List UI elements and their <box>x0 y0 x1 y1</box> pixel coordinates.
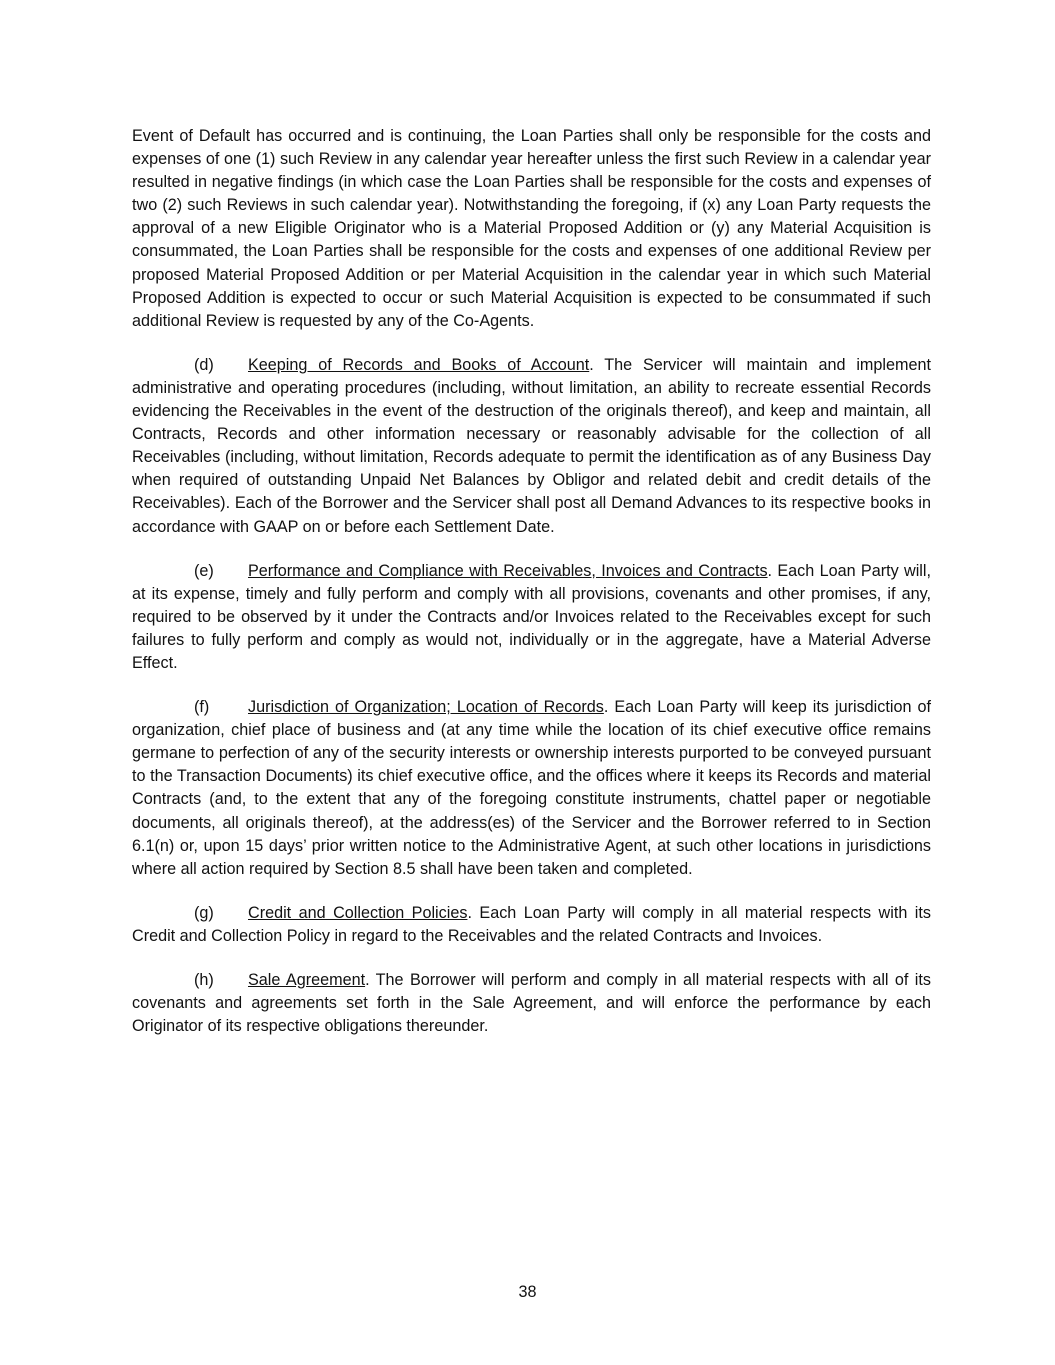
section-body: . Each Loan Party will keep its jurisdiction of organization, chief place of business and (at any time while the location of its chief executive office remains germane to perfection of any of the security interests or ownership interests purported to be conveyed pursuant to the Transaction Documents) its chief executive office, and the offices where it keeps its Records and material Contracts (and, to the extent that any of the foregoing constitute instruments, chattel paper or negotiable documents, all originals thereof), at the address(es) of the Servicer and the Borrower referred to in Section 6.1(n) or, upon 15 days’ prior written notice to the Administrative Agent, at such other locations in jurisdictions where all action required by Section 8.5 shall have been taken and completed. <box>132 698 931 878</box>
section-heading: Performance and Compliance with Receivables, Invoices and Contracts <box>248 561 768 580</box>
section-e <box>132 560 931 675</box>
section-heading: Sale Agreement <box>248 971 366 989</box>
section-body: . The Servicer will maintain and implement administrative and operating procedures (including, without limitation, an ability to recreate essential Records evidencing the Receivables in the event of the destruction of the originals thereof), and keep and maintain, all Contracts, Records and other information necessary or reasonably advisable for the collection of all Receivables (including, without limitation, Records adequate to permit the identification as of any Business Day when required of outstanding Unpaid Net Balances by Obligor and related debit and credit details of the Receivables). Each of the Borrower and the Servicer shall post all Demand Advances to its respective books in accordance with GAAP on or before each Settlement Date. <box>132 355 931 536</box>
section-body: . The Borrower will perform and comply in all material respects with all of its covenants and agreements set forth in the Sale Agreement, and will enforce the performance by each Originator of its respective obligations thereunder. <box>132 971 931 1036</box>
document-body <box>132 125 931 1059</box>
section-heading: Credit and Collection Policies <box>248 903 468 922</box>
section-marker: (h) <box>194 971 214 989</box>
section-marker: (f) <box>194 698 210 717</box>
section-d <box>132 354 931 539</box>
section-h <box>132 969 931 1038</box>
section-g <box>132 902 931 948</box>
page-number: 38 <box>518 1283 537 1301</box>
section-marker: (e) <box>194 561 214 580</box>
section-heading: Jurisdiction of Organization; Location of Records <box>248 698 604 717</box>
continuation-paragraph: Event of Default has occurred and is continuing, the Loan Parties shall only be responsible for the costs and expenses of one (1) such Review in any calendar year hereafter unless the first such Review in a calendar year resulted in negative findings (in which case the Loan Parties shall be responsible for the costs and expenses of two (2) such Reviews in such calendar year). Notwithstanding the foregoing, if (x) any Loan Party requests the approval of a new Eligible Originator who is a Material Proposed Addition or (y) any Material Acquisition is consummated, the Loan Parties shall be responsible for the costs and expenses of one additional Review per proposed Material Proposed Addition or per Material Acquisition in the calendar year in which such Material Proposed Addition is expected to occur or such Material Acquisition is expected to be consummated if such additional Review is requested by any of the Co-Agents. <box>132 127 931 330</box>
section-body: . Each Loan Party will comply in all material respects with its Credit and Collection Policy in regard to the Receivables and the related Contracts and Invoices. <box>132 903 931 945</box>
section-heading: Keeping of Records and Books of Account <box>248 355 590 374</box>
section-marker: (d) <box>194 355 214 374</box>
section-f <box>132 696 931 881</box>
section-body: . Each Loan Party will, at its expense, timely and fully perform and comply with all provisions, covenants and other promises, if any, required to be observed by it under the Contracts and/or Invoices related to the Receivables except for such failures to fully perform and comply as would not, individually or in the aggregate, have a Material Adverse Effect. <box>132 561 932 672</box>
section-marker: (g) <box>194 903 214 922</box>
